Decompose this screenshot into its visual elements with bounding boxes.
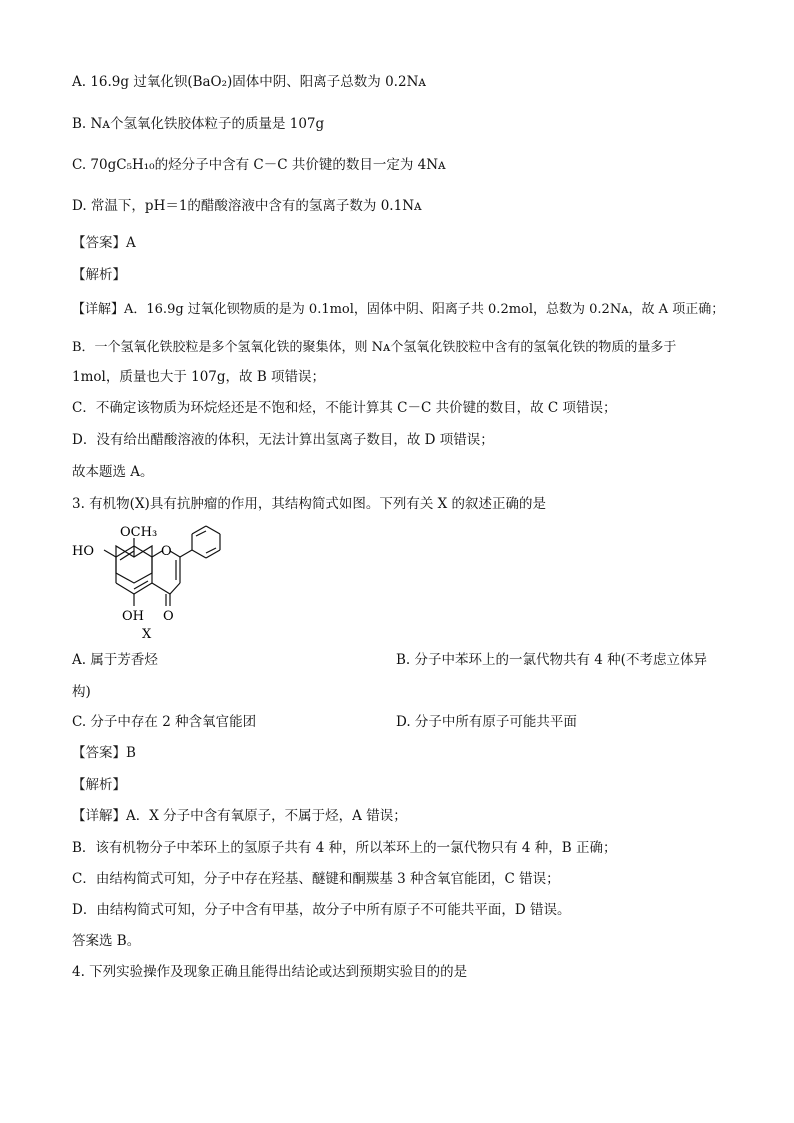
- q3-option-b-line1: B. 分子中苯环上的一氯代物共有 4 种(不考虑立体异: [396, 652, 707, 668]
- q3-detail-2: B．该有机物分子中苯环上的氢原子共有 4 种，所以苯环上的一氯代物只有 4 种，B 正确；: [72, 840, 617, 856]
- structure-diagram-x: [70, 524, 240, 642]
- q3-detail-1: 【详解】A．X 分子中含有氧原子，不属于烃，A 错误；: [72, 808, 407, 824]
- q3-conclusion: 答案选 B。: [72, 933, 141, 949]
- q3-option-a: A. 属于芳香烃: [72, 652, 158, 668]
- q2-detail-2: B．一个氢氧化铁胶粒是多个氢氧化铁的聚集体，则 Nᴀ个氢氧化铁胶粒中含有的氢氧化铁的物质的量多于: [72, 340, 677, 355]
- q2-option-b: B. Nᴀ个氢氧化铁胶体粒子的质量是 107g: [72, 116, 325, 132]
- q2-answer: 【答案】A: [72, 235, 136, 251]
- q3-option-d: D. 分子中所有原子可能共平面: [396, 714, 577, 730]
- q3-analysis: 【解析】: [72, 777, 126, 793]
- q2-conclusion: 故本题选 A。: [72, 464, 154, 480]
- q3-detail-4: D．由结构简式可知，分子中含有甲基，故分子中所有原子不可能共平面，D 错误。: [72, 902, 571, 918]
- q2-option-a: A. 16.9g 过氧化钡(BaO₂)固体中阴、阳离子总数为 0.2Nᴀ: [72, 74, 427, 90]
- q3-option-c: C. 分子中存在 2 种含氧官能团: [72, 714, 257, 730]
- label-och3: OCH₃: [120, 525, 158, 540]
- q3-answer: 【答案】B: [72, 745, 136, 761]
- label-oh: OH: [122, 609, 144, 624]
- q2-detail-4: C．不确定该物质为环烷烃还是不饱和烃，不能计算其 C－C 共价键的数目，故 C 项错误；: [72, 400, 617, 416]
- label-x: X: [142, 627, 152, 642]
- q2-option-d: D. 常温下，pH＝1的醋酸溶液中含有的氢离子数为 0.1Nᴀ: [72, 198, 422, 214]
- q2-analysis: 【解析】: [72, 267, 126, 283]
- q3-stem: 3. 有机物(X)具有抗肿瘤的作用，其结构简式如图。下列有关 X 的叙述正确的是: [72, 496, 547, 512]
- q2-detail-1: 【详解】A．16.9g 过氧化钡物质的是为 0.1mol，固体中阴、阳离子共 0.2mol，总数为 0.2Nᴀ，故 A 项正确；: [72, 302, 725, 317]
- label-ketone-o: O: [163, 609, 174, 624]
- q2-detail-3: 1mol，质量也大于 107g，故 B 项错误；: [72, 369, 326, 385]
- q2-detail-5: D．没有给出醋酸溶液的体积，无法计算出氢离子数目，故 D 项错误；: [72, 432, 494, 448]
- q2-option-c: C. 70gC₅H₁₀的烃分子中含有 C－C 共价键的数目一定为 4Nᴀ: [72, 157, 446, 173]
- q3-detail-3: C．由结构简式可知，分子中存在羟基、醚键和酮羰基 3 种含氧官能团，C 错误；: [72, 871, 560, 887]
- q4-stem: 4. 下列实验操作及现象正确且能得出结论或达到预期实验目的的是: [72, 964, 468, 980]
- label-ring-o: O: [161, 544, 172, 559]
- label-ho: HO: [72, 544, 94, 559]
- q3-option-b-line2: 构): [72, 684, 91, 700]
